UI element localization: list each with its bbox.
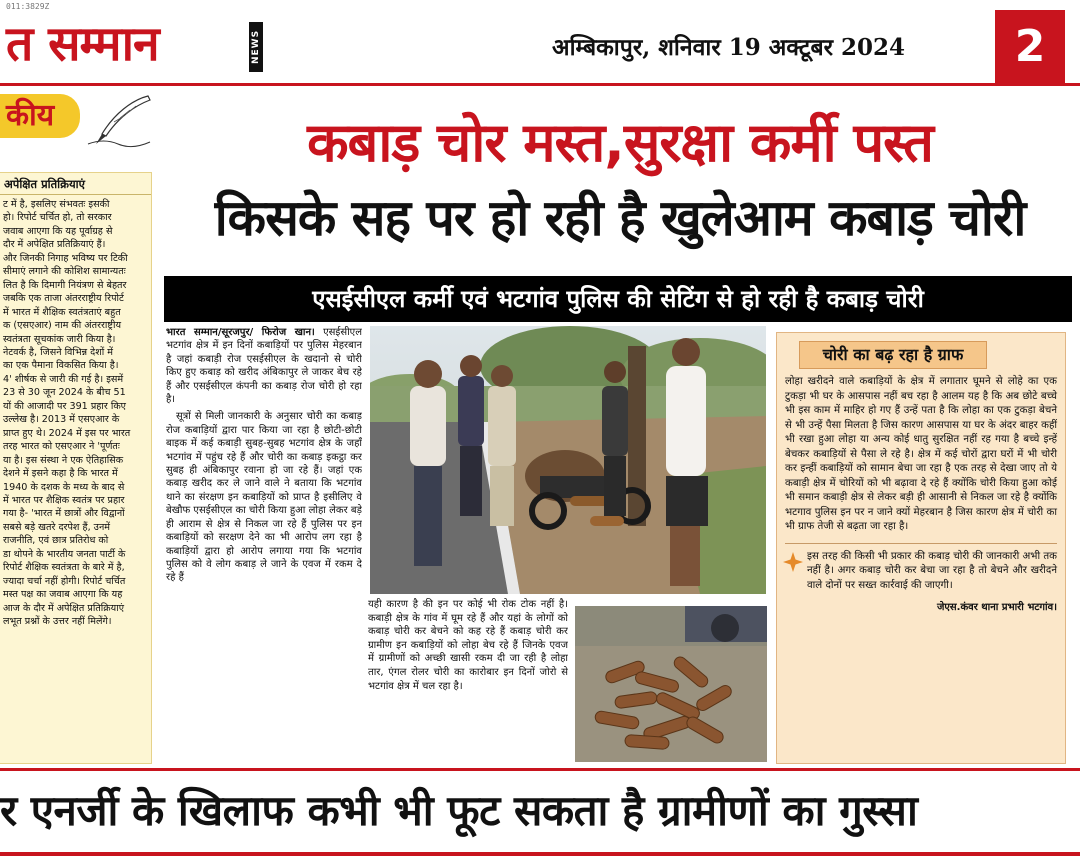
editorial-box (0, 172, 152, 764)
news-label: NEWS (249, 22, 263, 72)
sidebar-signature: जेएस.कंवर थाना प्रभारी भटगांव। (936, 602, 1057, 614)
main-photo (370, 326, 766, 594)
story-lead: एसईसीएल भटगांव क्षेत्र में इन दिनों कबाड़ियों पर पुलिस मेहरबान है जहां कबाड़ी रोज एसईसीएल के खदानो से चोरी किए हुए कबाड़ को खरीद अंबिकापुर ले जाकर बेच रहे हैं और एसईसीएल कंपनी का कबाड़ रोज चोरी हो रहा है। (166, 327, 362, 406)
story-para-1 (166, 326, 362, 406)
editorial-column (0, 88, 160, 768)
scrap-pile-photo (575, 606, 767, 762)
byline: भारत सम्मान/सूरजपुर/ फिरोज खान। (166, 327, 315, 338)
main-headline-black: किसके सह पर हो रही है खुलेआम कबाड़ चोरी (214, 189, 1026, 247)
sidebar-quote (777, 550, 1065, 594)
sidebar-body: लोहा खरीदने वाले कबाड़ियों के क्षेत्र में लगातार घूमने से लोहे का एक टुकड़ा भी घर के आसपास नहीं बच रहा है आलम यह है कि अब छोटे बच्चे भी इस काम में माहिर हो गए हैं उन्हें पता है कि लोहा का एक टुकड़ा बेचने से भी उन्हें पैसा मिलता है जिस कारण आसपास या घर के अंदर बाहर कहीं भी रखा हुआ लोहा या अन्य कोई धातु सुरक्षित नहीं रह गया है बच्चे इन्हें बेचकर कबाड़ियों से पैसा ले रहे है। क्षेत्र में कई चोरों द्वारा घरों में भी चोरी कर इन्हीं कबाड़ियों को सामान बेचा जा रहा है एक तरह से देखा जाए तो ये कबाड़ी क्षेत्र में चोरियों को भी बढ़ावा दे रहे हैं क्योंकि चोरी किया हुआ कोई भी समान कबाड़ी क्षेत्र से लेकर बड़ी ही आसानी से निकल जा रहे है क्योंकि भटगाव पुलिस इन पर न जाने क्यों मेहरबान है जिस कारण क्षेत्र में चोरी का भी ग्राफ तेजी से बढ़ता जा रहा है। (785, 376, 1057, 532)
editorial-subhead: अपेक्षित प्रतिक्रियाएं (0, 173, 151, 195)
sidebar-quote-text: इस तरह की किसी भी प्रकार की कबाड़ चोरी की जानकारी अभी तक नहीं है। अगर कबाड़ चोरी कर बेचा जा रहा है तो बेचने और खरीदने वाले दोनों पर सख्त कार्रवाई की जाएगी। (807, 550, 1057, 591)
editorial-body: ट में है, इसलिए संभवतः इसकी हो। रिपोर्ट चर्चित हो, तो सरकार जवाब आएगा कि यह पूर्वाग्रह से दौर में अपेक्षित प्रतिक्रियाएं हैं। और जिनकी निगाह भविष्य पर टिकी सीमाएं लगाने की कोशिश सामान्यतः लित है कि दिमागी नियंत्रण से बेहतर जबकि एक ताजा अंतरराष्ट्रीय रिपोर्ट में भारत में शैक्षिक स्वतंत्रताएं बहुत क (एसएआर) नाम की अंतरराष्ट्रीय स्वतंत्रता सूचकांक जारी किया है। नेटवर्क है, जिसने विभिन्न देशों में का एक पैमाना विकसित किया है। 4' शीर्षक से जारी की गई है। इसमें 23 से 30 जून 2024 के बीच 51 यों की आजादी पर 391 प्रहार किए उल्लेख है। 2013 में एसएआर के प्राप्त हुए थे। 2024 में इस पर भारत तरह भारत को एसएआर ने 'पूर्णतः या है। इस संस्था ने एक ऐतिहासिक देशने में इसने कहा है कि भारत में 1940 के दशक के मध्य के बाद से में भारत पर शैक्षिक स्वतंत्र पर प्रहार गया है- 'भारत में छात्रों और विद्वानों सबसे बड़े खतरे दरपेश हैं, उनमें राजनीति, एवं छात्र प्रतिरोध को डा थोपने के भारतीय जनता पार्टी के रिपोर्ट शैक्षिक स्वतंत्रता के बारे में है, ज्यादा चर्चा नहीं होगी। रिपोर्ट चर्चित मस्त पक्ष का जवाब आएगा कि यह आज के दौर में अपेक्षित प्रतिक्रियाएं लभूत प्रश्नों के उत्तर नहीं मिलेंगे। (3, 199, 131, 628)
dateline: अम्बिकापुर, शनिवार 19 अक्टूबर 2024 (552, 34, 906, 61)
strap-headline: एसईसीएल कर्मी एवं भटगांव पुलिस की सेटिंग से हो रही है कबाड़ चोरी (164, 276, 1072, 322)
story-column-1 (166, 326, 362, 762)
sidebar-divider (785, 543, 1057, 544)
story-column-2: यही कारण है की इन पर कोई भी रोक टोक नहीं है। कबाड़ी क्षेत्र के गांव में घूम रहे हैं और यहां के लोगों को कबाड़ चोरी कर बेचने को कह रहे हैं कबाड़ चोरी कर ग्रामीण इन कबाड़ियों को लोहा बेच रहे हैं जिनके एवज में ग्रामीणों को अच्छी खासी रकम दी जा रही है लोहा तार, एंगल रोलर चोरी का कारोबार इन दिनों जोरो से भटगांव क्षेत्र में चल रहा है। (368, 599, 568, 692)
masthead (0, 0, 1080, 86)
star-icon (783, 552, 803, 572)
ref-code: 011:3829Z (6, 2, 50, 11)
quill-pen-icon (84, 92, 156, 148)
page-bottom-rule (0, 852, 1080, 856)
bottom-divider (0, 768, 1080, 771)
sidebar-title: चोरी का बढ़ रहा है ग्राफ (799, 341, 987, 369)
editorial-title: कीय (0, 94, 80, 138)
story-para-2: सूत्रों से मिली जानकारी के अनुसार चोरी का कबाड़ रोज कबाड़ियों द्वारा पार किया जा रहा है छोटी-छोटी बाइक में कई कबाड़ी सुबह-सुबह भटगांव क्षेत्र के जहाँ भटगांव में पहुंच रहे हैं और चोरी का कबाड़ इकट्ठा कर सुबह ही अंबिकापुर रवाना हो जा रहे हैं। जहां एक कबाड़ खरीद कर ले जाने वाले ने बताया कि भटगांव थाने का संरक्षण इन कबाड़ियों को प्राप्त है इसीलिए वे बेखौफ एसईसीएल का चोरी किया हुआ लोहा लेकर बड़े ही आराम से क्षेत्र से निकल जा रहे हैं पुलिस पर इन कबाड़ियों को सरक्षण देने का भी आरोप लग रहा है कबाड़ियों द्वारा हो आरोप लगाया गया कि भटगांव पुलिस को वे लोग कबाड़ ले जाने के एवज में रकम दे रहे हैं (166, 411, 362, 584)
sidebar-box (776, 332, 1066, 764)
main-headline-red: कबाड़ चोर मस्त,सुरक्षा कर्मी पस्त (307, 111, 933, 174)
newspaper-logo: त सम्मान (6, 16, 159, 72)
bottom-headline: र एनर्जी के खिलाफ कभी भी फूट सकता है ग्रामीणों का गुस्सा (0, 786, 918, 835)
page-number: 2 (995, 10, 1065, 84)
